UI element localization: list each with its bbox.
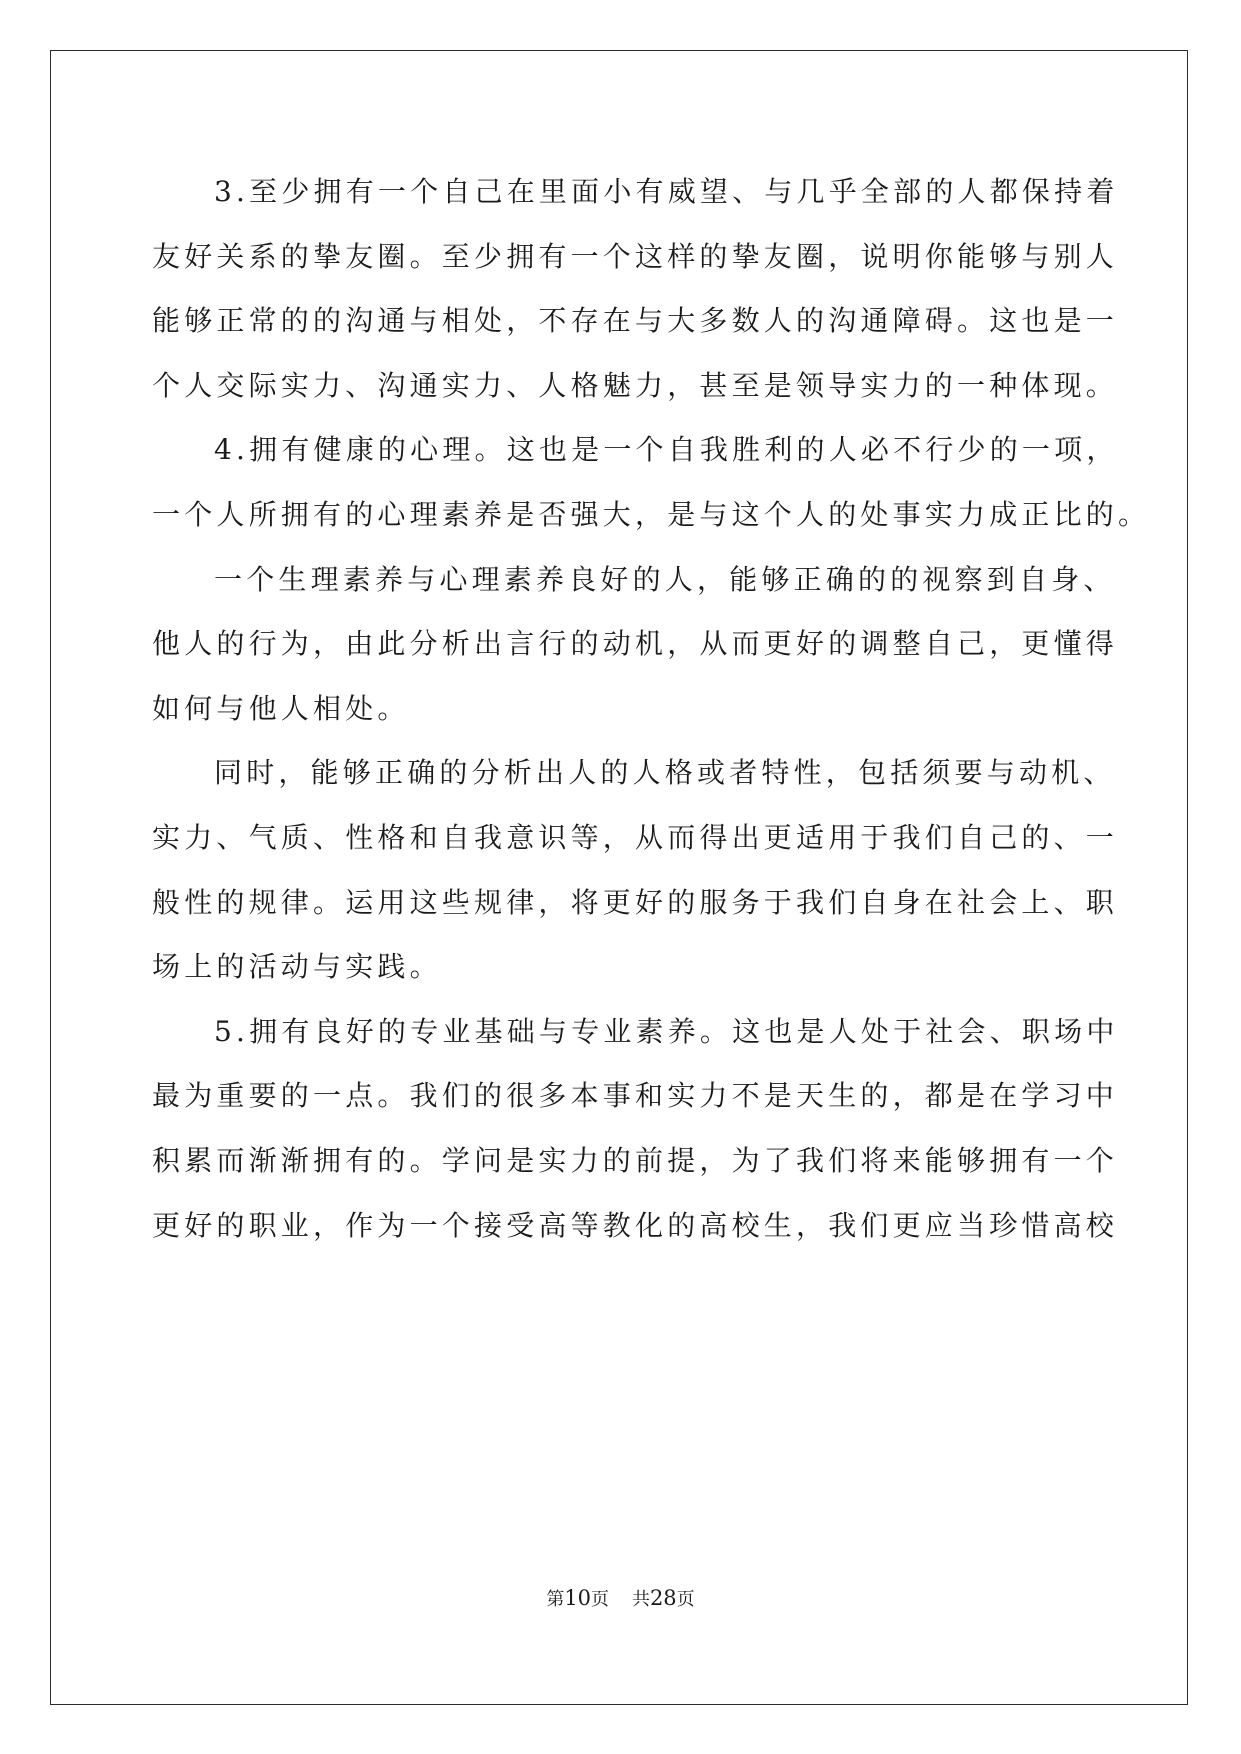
text-line: 5.拥有良好的专业基础与专业素养。这也是人处于社会、职场中 <box>214 1014 1119 1048</box>
footer-total-suffix: 页 <box>676 1589 695 1610</box>
text-line: 如何与他人相处。 <box>152 691 410 725</box>
total-page-number: 28 <box>649 1586 677 1610</box>
footer-page-suffix: 页 <box>591 1589 610 1610</box>
text-line: 更好的职业，作为一个接受高等教化的高校生，我们更应当珍惜高校 <box>152 1208 1119 1242</box>
text-line: 4.拥有健康的心理。这也是一个自我胜利的人必不行少的一项， <box>214 433 1119 467</box>
text-line: 个人交际实力、沟通实力、人格魅力，甚至是领导实力的一种体现。 <box>152 368 1119 402</box>
text-line: 最为重要的一点。我们的很多本事和实力不是天生的，都是在学习中 <box>152 1079 1119 1113</box>
text-line: 能够正常的的沟通与相处，不存在与大多数人的沟通障碍。这也是一 <box>152 304 1119 338</box>
text-line: 场上的活动与实践。 <box>152 950 442 984</box>
page-footer <box>0 1586 1241 1612</box>
footer-prefix: 第 <box>546 1589 565 1610</box>
footer-total-prefix: 共 <box>631 1589 650 1610</box>
text-line: 友好关系的挚友圈。至少拥有一个这样的挚友圈，说明你能够与别人 <box>152 239 1119 273</box>
text-line: 般性的规律。运用这些规律，将更好的服务于我们自身在社会上、职 <box>152 885 1119 919</box>
text-line: 实力、气质、性格和自我意识等，从而得出更适用于我们自己的、一 <box>152 820 1119 854</box>
text-line: 同时，能够正确的分析出人的人格或者特性，包括须要与动机、 <box>214 756 1116 790</box>
text-line: 3.至少拥有一个自己在里面小有威望、与几乎全部的人都保持着 <box>214 175 1119 208</box>
text-line: 一个生理素养与心理素养良好的人，能够正确的的视察到自身、 <box>214 562 1116 596</box>
text-line: 他人的行为，由此分析出言行的动机，从而更好的调整自己，更懂得 <box>152 627 1119 661</box>
current-page-number: 10 <box>564 1586 592 1610</box>
text-line: 一个人所拥有的心理素养是否强大，是与这个人的处事实力成正比的。 <box>152 497 1151 531</box>
document-body <box>152 160 1151 1258</box>
text-line: 积累而渐渐拥有的。学问是实力的前提，为了我们将来能够拥有一个 <box>152 1143 1119 1177</box>
